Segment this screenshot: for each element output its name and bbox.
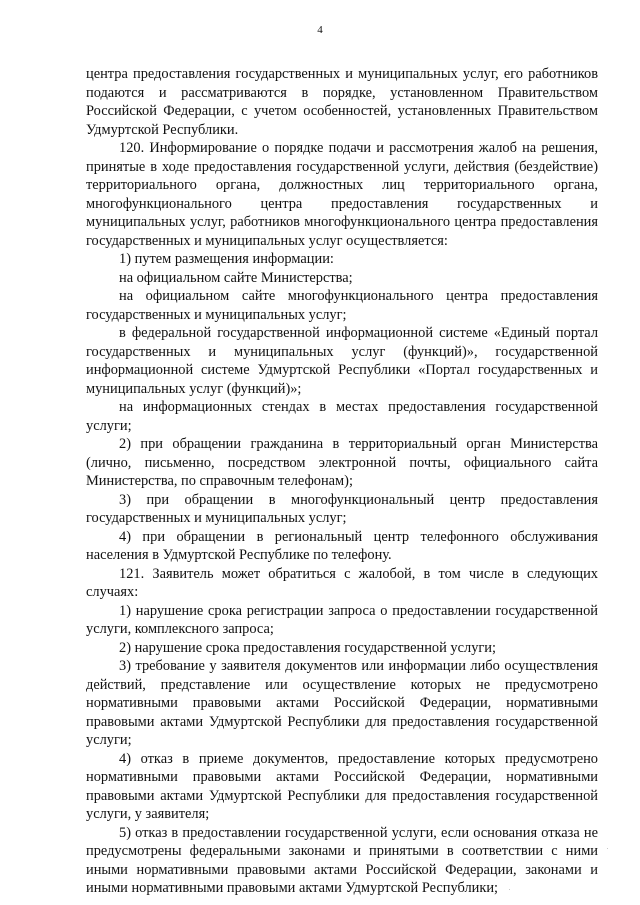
paragraph-continuation: центра предоставления государственных и муниципальных услуг, его работников подаются и рассматриваются в порядке, установленном Правительством Российской Федерации, с учетом особенностей, установленных Правительством Удмуртской Республики. (86, 66, 598, 138)
case-item-1: 1) нарушение срока регистрации запроса о предоставлении государственной услуги, комплексного запроса; (86, 602, 598, 637)
scan-speck (509, 889, 510, 890)
list-subitem-info-stands: на информационных стендах в местах предоставления государственной услуги; (86, 399, 598, 434)
list-item-4: 4) при обращении в региональный центр телефонного обслуживания населения в Удмуртской Республике по телефону. (86, 528, 598, 563)
list-subitem-mfc-site: на официальном сайте многофункционального центра предоставления государственных и муниципальных услуг; (86, 288, 598, 323)
list-subitem-ministry-site: на официальном сайте Министерства; (119, 269, 353, 286)
list-item-3: 3) при обращении в многофункциональный центр предоставления государственных и муниципальных услуг; (86, 491, 598, 526)
list-subitem-portals: в федеральной государственной информационной системе «Единый портал государственных и муниципальных услуг (функций)», государственной информационной системе Удмуртской Республики «Портал государственных и муниципальных услуг (функций)»; (86, 325, 598, 397)
paragraph-clause-121: 121. Заявитель может обратиться с жалобой, в том числе в следующих случаях: (86, 565, 598, 600)
case-item-4: 4) отказ в приеме документов, предоставление которых предусмотрено нормативными правовыми актами Российской Федерации, нормативными правовыми актами Удмуртской Республики для предоставления государственной услуги, у заявителя; (86, 750, 598, 822)
paragraph-clause-120: 120. Информирование о порядке подачи и рассмотрения жалоб на решения, принятые в ходе предоставления государственной услуги, действия (бездействие) территориального органа, должностных лиц территориального органа, многофункционального центра предоставления государственных и муниципальных услуг, работников многофункционального центра предоставления государственных и муниципальных услуг осуществляется: (86, 140, 598, 249)
scan-speck (607, 848, 608, 849)
list-item-1: 1) путем размещения информации: (119, 251, 334, 267)
list-item-2: 2) при обращении гражданина в территориальный орган Министерства (лично, письменно, посредством электронной почты, официального сайта Министерства, по справочным телефонам); (86, 436, 598, 489)
case-item-2: 2) нарушение срока предоставления государственной услуги; (119, 639, 496, 656)
document-body (86, 65, 598, 898)
page-number: 4 (317, 24, 323, 36)
case-item-3: 3) требование у заявителя документов или информации либо осуществления действий, представление или осуществление которых не предусмотрено нормативными правовыми актами Российской Федерации, нормативными правовыми актами Удмуртской Республики для предоставления государственной услуги; (86, 658, 598, 748)
case-item-5: 5) отказ в предоставлении государственной услуги, если основания отказа не предусмотрены федеральными законами и принятыми в соответствии с ними иными нормативными правовыми актами Российской Федерации, законами и иными нормативными правовыми актами Удмуртской Республики; (86, 824, 598, 896)
